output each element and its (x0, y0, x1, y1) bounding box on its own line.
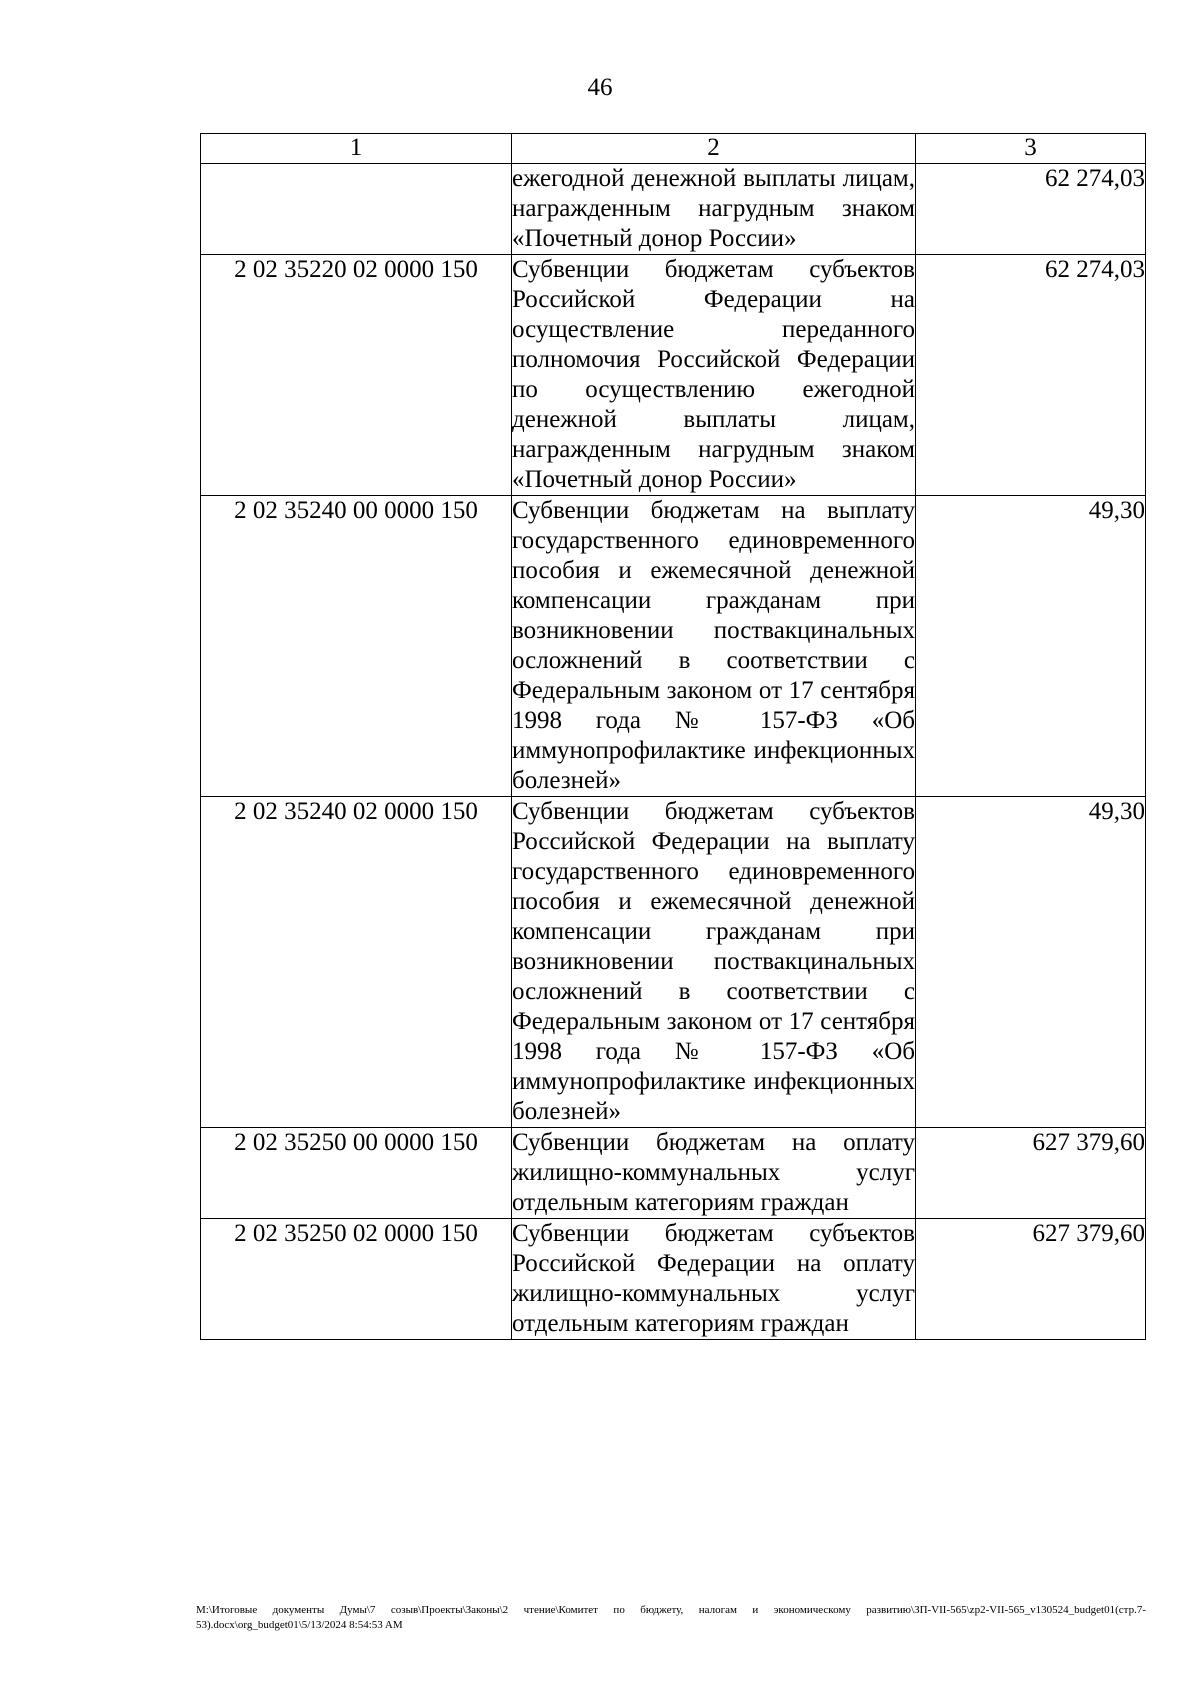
row-amount: 62 274,03 (916, 164, 1146, 255)
row-amount: 49,30 (916, 797, 1146, 1128)
table-row (201, 797, 1146, 1128)
row-description: Субвенции бюджетам субъектов Российской Федерации на осуществление переданного полномочия Российской Федерации по осуществлению ежегодной денежной выплаты лицам, награжденным нагрудным знаком «Почетный донор России» (512, 255, 916, 496)
column-header-description: 2 (512, 134, 916, 164)
row-amount: 627 379,60 (916, 1219, 1146, 1340)
budget-table (200, 133, 1146, 1340)
table-row (201, 1128, 1146, 1219)
row-description: Субвенции бюджетам субъектов Российской Федерации на выплату государственного единовременного пособия и ежемесячной денежной компенсации гражданам при возникновении поствакцинальных осложнений в соответствии с Федеральным законом от 17 сентября 1998 года № 157-ФЗ «Об иммунопрофилактике инфекционных болезней» (512, 797, 916, 1128)
row-code: 2 02 35240 00 0000 150 (201, 496, 512, 797)
row-code: 2 02 35240 02 0000 150 (201, 797, 512, 1128)
page-number: 46 (587, 74, 613, 101)
column-header-code: 1 (201, 134, 512, 164)
row-code (201, 164, 512, 255)
row-description: Субвенции бюджетам на выплату государственного единовременного пособия и ежемесячной денежной компенсации гражданам при возникновении поствакцинальных осложнений в соответствии с Федеральным законом от 17 сентября 1998 года № 157-ФЗ «Об иммунопрофилактике инфекционных болезней» (512, 496, 916, 797)
row-amount: 627 379,60 (916, 1128, 1146, 1219)
row-amount: 49,30 (916, 496, 1146, 797)
table-header-row (201, 134, 1146, 164)
row-description: Субвенции бюджетам на оплату жилищно-коммунальных услуг отдельным категориям граждан (512, 1128, 916, 1219)
table-row (201, 1219, 1146, 1340)
row-code: 2 02 35250 02 0000 150 (201, 1219, 512, 1340)
column-header-amount: 3 (916, 134, 1146, 164)
row-amount: 62 274,03 (916, 255, 1146, 496)
row-description: Субвенции бюджетам субъектов Российской Федерации на оплату жилищно-коммунальных услуг отдельным категориям граждан (512, 1219, 916, 1340)
row-description: ежегодной денежной выплаты лицам, награжденным нагрудным знаком «Почетный донор России» (512, 164, 916, 255)
table-row (201, 164, 1146, 255)
table-row (201, 496, 1146, 797)
row-code: 2 02 35220 02 0000 150 (201, 255, 512, 496)
table-row (201, 255, 1146, 496)
row-code: 2 02 35250 00 0000 150 (201, 1128, 512, 1219)
footer-file-path: M:\Итоговые документы Думы\7 созыв\Проекты\Законы\2 чтение\Комитет по бюджету, налогам и экономическому развитию\ЗП-VII-565\zp2-VII-565_v130524_budget01(стр.7-53).docx\org_budget01\5/13/2024 8:54:53 AM (196, 1604, 1146, 1631)
